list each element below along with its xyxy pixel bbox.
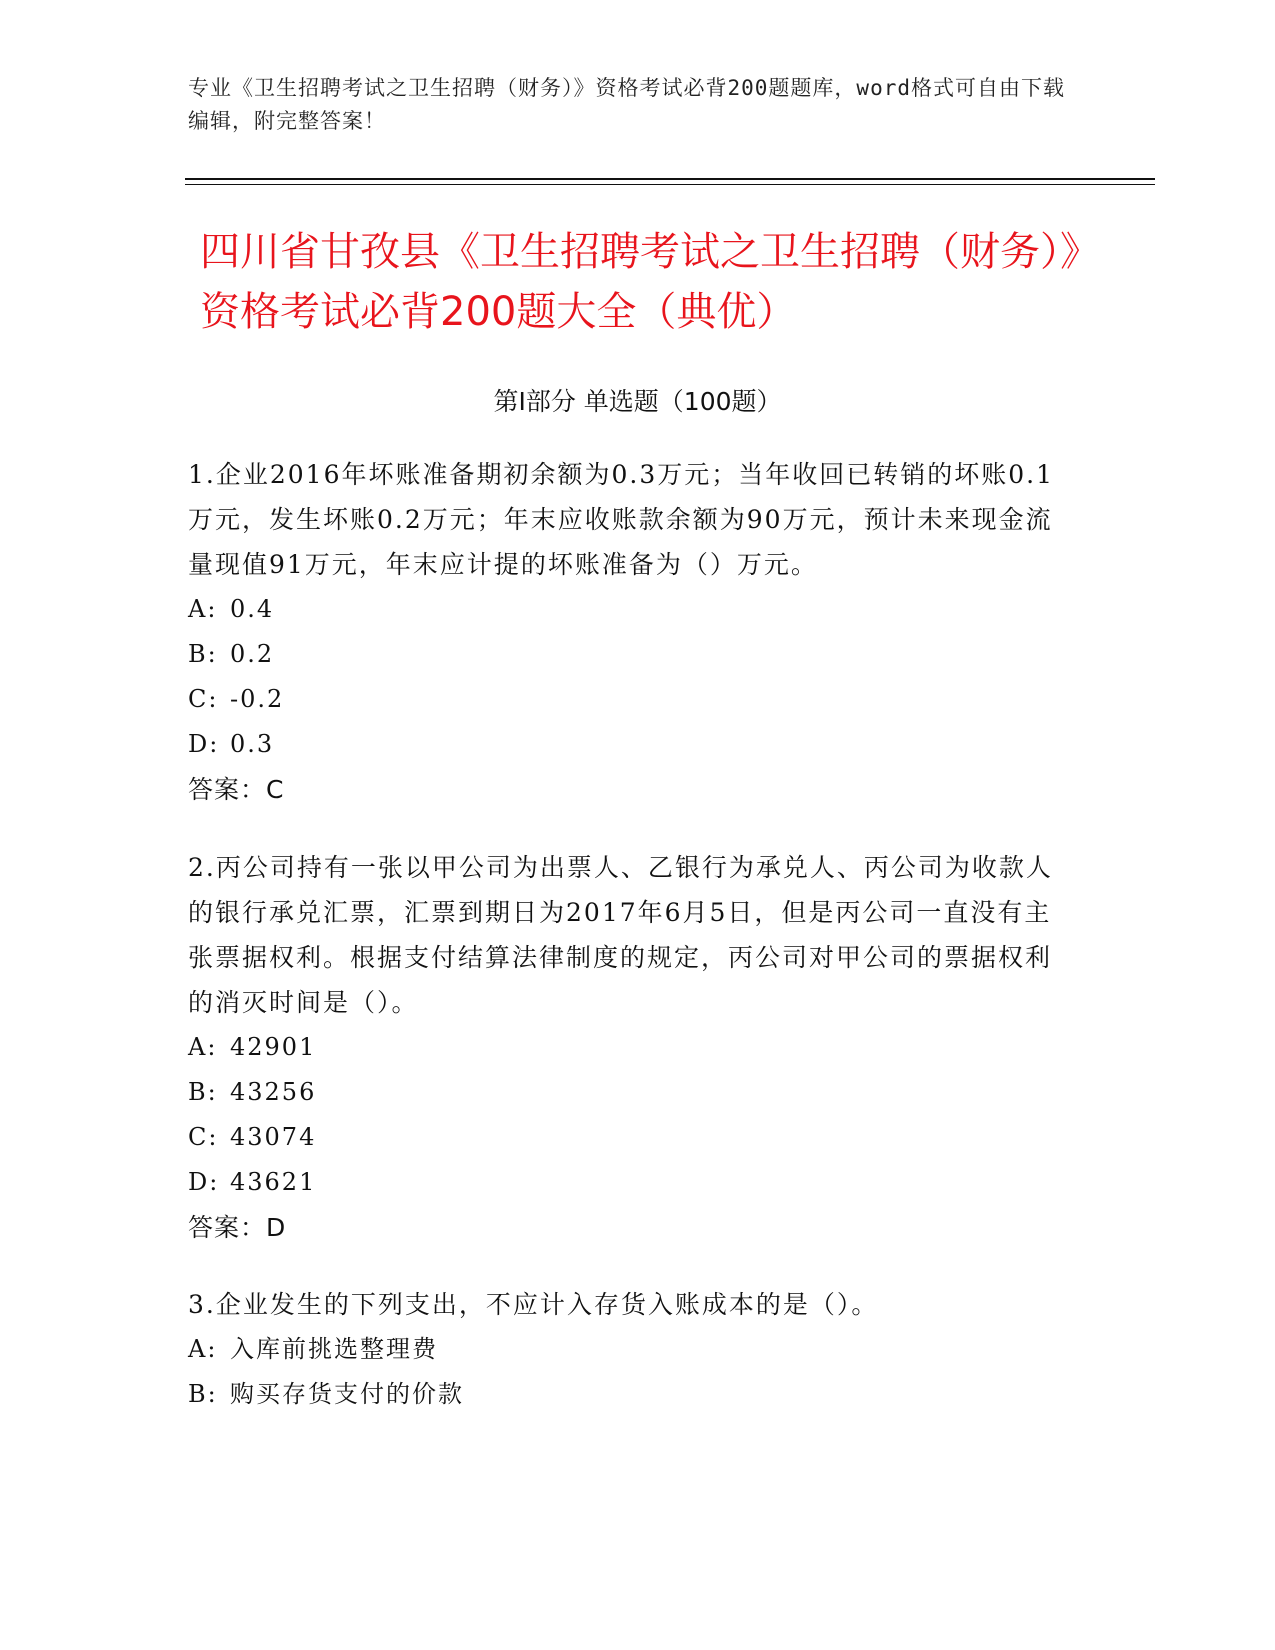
option-key: A:: [188, 1335, 218, 1363]
option-c: [188, 677, 1078, 722]
option-key: A:: [188, 1033, 218, 1061]
question-stem: 2.丙公司持有一张以甲公司为出票人、乙银行为承兑人、丙公司为收款人的银行承兑汇票，汇票到期日为2017年6月5日，但是丙公司一直没有主张票据权利。根据支付结算法律制度的规定，丙公司对甲公司的票据权利的消灭时间是（）。: [188, 853, 1053, 1017]
option-text: -0.2: [230, 685, 285, 713]
option-a: [188, 1327, 1078, 1372]
option-key: B:: [188, 640, 218, 668]
option-b: [188, 632, 1078, 677]
document-title: 四川省甘孜县《卫生招聘考试之卫生招聘（财务）》资格考试必背200题大全（典优）: [200, 229, 1080, 335]
answer-line: 答案：D: [188, 1213, 287, 1242]
option-key: B:: [188, 1078, 218, 1106]
option-a: [188, 1025, 1078, 1070]
option-b: [188, 1070, 1078, 1115]
header-note: 专业《卫生招聘考试之卫生招聘（财务）》资格考试必背200题题库，word格式可自由下载编辑，附完整答案！: [188, 76, 1065, 133]
option-text: 购买存货支付的价款: [230, 1380, 464, 1408]
header-divider-thin: [185, 184, 1155, 185]
option-text: 0.3: [230, 730, 275, 758]
question-stem: 3.企业发生的下列支出，不应计入存货入账成本的是（）。: [188, 1290, 879, 1319]
option-text: 43074: [230, 1123, 317, 1151]
answer-line: 答案：C: [188, 775, 285, 804]
option-key: C:: [188, 685, 219, 713]
question-1: [188, 452, 1078, 812]
option-a: [188, 587, 1078, 632]
header-divider-thick: [185, 178, 1155, 180]
option-text: 42901: [230, 1033, 317, 1061]
option-key: B:: [188, 1380, 218, 1408]
question-3: [188, 1282, 1078, 1417]
question-stem: 1.企业2016年坏账准备期初余额为0.3万元；当年收回已转销的坏账0.1万元，发生坏账0.2万元；年末应收账款余额为90万元，预计未来现金流量现值91万元，年末应计提的坏账准备为（）万元。: [188, 460, 1054, 579]
option-d: [188, 722, 1078, 767]
option-key: A:: [188, 595, 218, 623]
option-key: C:: [188, 1123, 219, 1151]
option-text: 43621: [230, 1168, 317, 1196]
option-d: [188, 1160, 1078, 1205]
option-key: D:: [188, 730, 220, 758]
option-text: 0.4: [230, 595, 275, 623]
option-text: 0.2: [230, 640, 275, 668]
option-text: 43256: [230, 1078, 317, 1106]
section-heading: 第I部分 单选题（100题）: [493, 387, 782, 416]
option-key: D:: [188, 1168, 220, 1196]
option-c: [188, 1115, 1078, 1160]
question-2: [188, 845, 1078, 1250]
option-text: 入库前挑选整理费: [230, 1335, 438, 1363]
option-b: [188, 1372, 1078, 1417]
